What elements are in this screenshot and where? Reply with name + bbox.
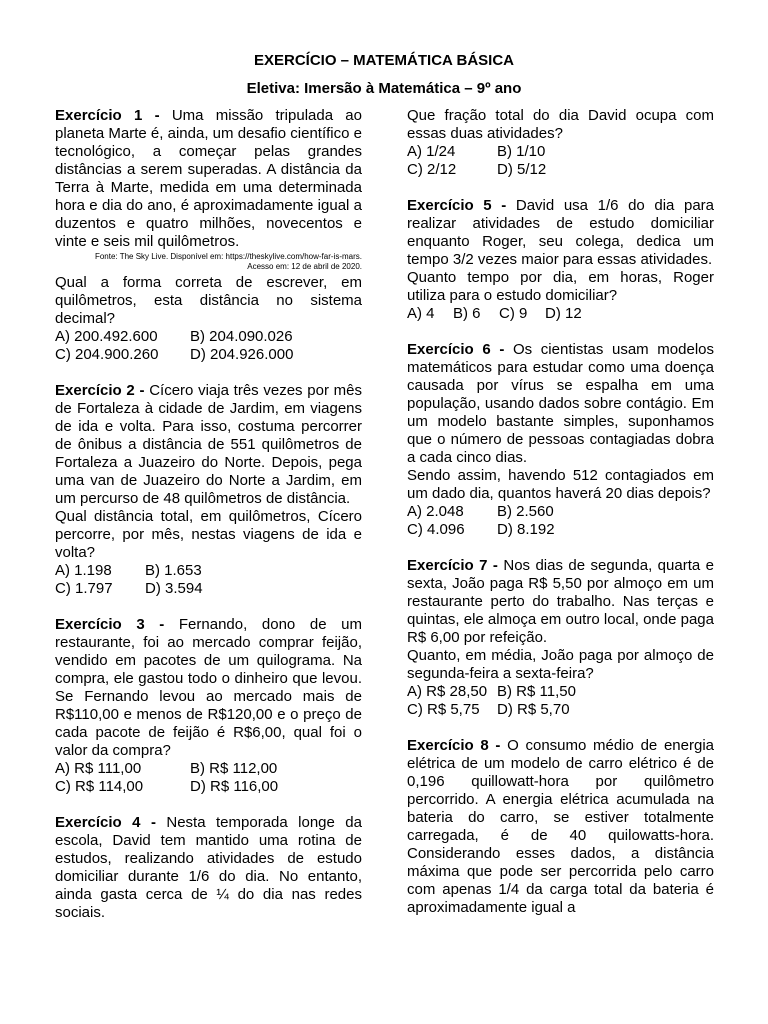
page-subtitle: Eletiva: Imersão à Matemática – 9º ano [246,80,522,97]
exercise-5 [407,197,714,323]
exercise-label: Exercício 3 - [55,616,165,633]
option-d: D) R$ 5,70 [497,701,570,718]
exercise-question: Qual distância total, em quilômetros, Cícero percorre, por mês, nestas viagens de ida e volta? [55,508,362,561]
exercise-question: Sendo assim, havendo 512 contagiados em um dado dia, quantos haverá 20 dias depois? [407,467,714,502]
answer-options [407,503,714,539]
left-column [55,107,362,922]
option-b: B) R$ 112,00 [190,760,278,777]
exercise-7 [407,557,714,719]
answer-options [407,305,714,323]
option-c: C) 204.900.260 [55,346,159,363]
option-a: A) 1/24 [407,143,456,160]
option-b: B) R$ 11,50 [497,683,576,700]
exercise-question: Qual a forma correta de escrever, em quilômetros, esta distância no sistema decimal? [55,274,362,327]
answer-options [407,683,714,719]
option-c: C) R$ 5,75 [407,701,480,718]
option-c: C) R$ 114,00 [55,778,144,795]
option-c: C) 9 [499,305,528,322]
option-a: A) 200.492.600 [55,328,158,345]
exercise-text: Exercício 5 - David usa 1/6 do dia para realizar atividades de estudo domiciliar enquanto Roger, seu colega, dedica um tempo 3/2 vezes maior para essas atividades. [407,197,714,268]
option-a: A) R$ 28,50 [407,683,488,700]
exercise-4-continued [407,107,714,179]
option-c: C) 2/12 [407,161,457,178]
exercise-text: Exercício 7 - Nos dias de segunda, quarta e sexta, João paga R$ 5,50 por almoço em um restaurante perto do trabalho. Nas terças e quintas, ele almoça em outro local, onde paga R$ 6,00 por refeição. [407,557,714,646]
exercise-label: Exercício 7 - [407,557,498,574]
exercise-8 [407,737,714,917]
option-a: A) 2.048 [407,503,464,520]
exercise-label: Exercício 5 - [407,197,507,214]
exercise-text: Exercício 8 - O consumo médio de energia elétrica de um modelo de carro elétrico é de 0,196 quillowatt-hora por quilômetro percorrido. A energia elétrica acumulada na bateria do carro, se estiver totalmente carregada, é de 40 quilowatts-hora. Considerando esses dados, a distância máxima que pode ser percorrida pelo carro com apenas 1/4 da carga total da bateria é aproximadamente igual a [407,737,714,916]
exercise-label: Exercício 6 - [407,341,505,358]
exercise-1 [55,107,362,364]
exercise-label: Exercício 1 - [55,107,160,124]
answer-options [55,562,362,598]
exercise-label: Exercício 4 - [55,814,156,831]
exercise-2 [55,382,362,598]
option-b: B) 6 [453,305,481,322]
exercise-label: Exercício 2 - [55,382,145,399]
option-a: A) 1.198 [55,562,112,579]
answer-options [55,760,362,796]
option-b: B) 204.090.026 [190,328,293,345]
exercise-question: Que fração total do dia David ocupa com essas duas atividades? [407,107,714,142]
option-b: B) 2.560 [497,503,554,520]
exercise-label: Exercício 8 - [407,737,501,754]
exercise-4 [55,814,362,922]
option-c: C) 4.096 [407,521,465,538]
option-b: B) 1/10 [497,143,546,160]
exercise-question: Quanto tempo por dia, em horas, Roger utiliza para o estudo domiciliar? [407,269,714,304]
option-c: C) 1.797 [55,580,113,597]
source-citation: Fonte: The Sky Live. Disponível em: https://theskylive.com/how-far-is-mars. Acesso em: 12 de abril de 2020. [94,252,362,271]
exercise-text: Exercício 4 - Nesta temporada longe da escola, David tem mantido uma rotina de estudos, realizando atividades de estudo domiciliar durante 1/6 do dia. No entanto, ainda gasta cerca de ¼ do dia nas redes sociais. [55,814,362,921]
exercise-6 [407,341,714,539]
exercise-text: Exercício 6 - Os cientistas usam modelos matemáticos para estudar como uma doença causada por vírus se espalha em uma população, usando dados sobre contágio. Em um modelo bastante simples, suponhamos que o número de pessoas contagiadas dobra a cada cinco dias. [407,341,714,466]
exercise-text: Exercício 3 - Fernando, dono de um restaurante, foi ao mercado comprar feijão, vendido em pacotes de um quilograma. Na compra, ele gastou todo o dinheiro que levou. Se Fernando levou ao mercado mais de R$110,00 e menos de R$120,00 e o preço de cada pacote de feijão é R$6,00, qual foi o valor da compra? [55,616,362,759]
right-column [407,107,714,917]
exercise-text: Exercício 1 - Uma missão tripulada ao planeta Marte é, ainda, um desafio científico e tecnológico, a começar pelas grandes distâncias a serem superadas. A distância da Terra à Marte, medida em uma determinada hora e dia do ano, é aproximadamente igual a duzentos e quatro milhões, novecentos e vinte e seis mil quilômetros. [55,107,362,250]
option-d: D) 8.192 [497,521,555,538]
exercise-3 [55,616,362,796]
answer-options [55,328,362,364]
exercise-question: Quanto, em média, João paga por almoço de segunda-feira a sexta-feira? [407,647,714,682]
option-d: D) 12 [545,305,582,322]
option-d: D) 204.926.000 [190,346,294,363]
option-b: B) 1.653 [145,562,202,579]
option-a: A) 4 [407,305,435,322]
page-title: EXERCÍCIO – MATEMÁTICA BÁSICA [253,52,514,69]
option-d: D) R$ 116,00 [190,778,279,795]
option-a: A) R$ 111,00 [55,760,142,777]
option-d: D) 5/12 [497,161,547,178]
exercise-text: Exercício 2 - Cícero viaja três vezes por mês de Fortaleza à cidade de Jardim, em viagens de ida e volta. Para isso, costuma percorrer de ônibus a distância de 551 quilômetros de Fortaleza a Juazeiro do Norte. Depois, pega uma van de Juazeiro do Norte a Jardim, em um percurso de 48 quilômetros de distância. [55,382,362,507]
answer-options [407,143,714,179]
option-d: D) 3.594 [145,580,203,597]
